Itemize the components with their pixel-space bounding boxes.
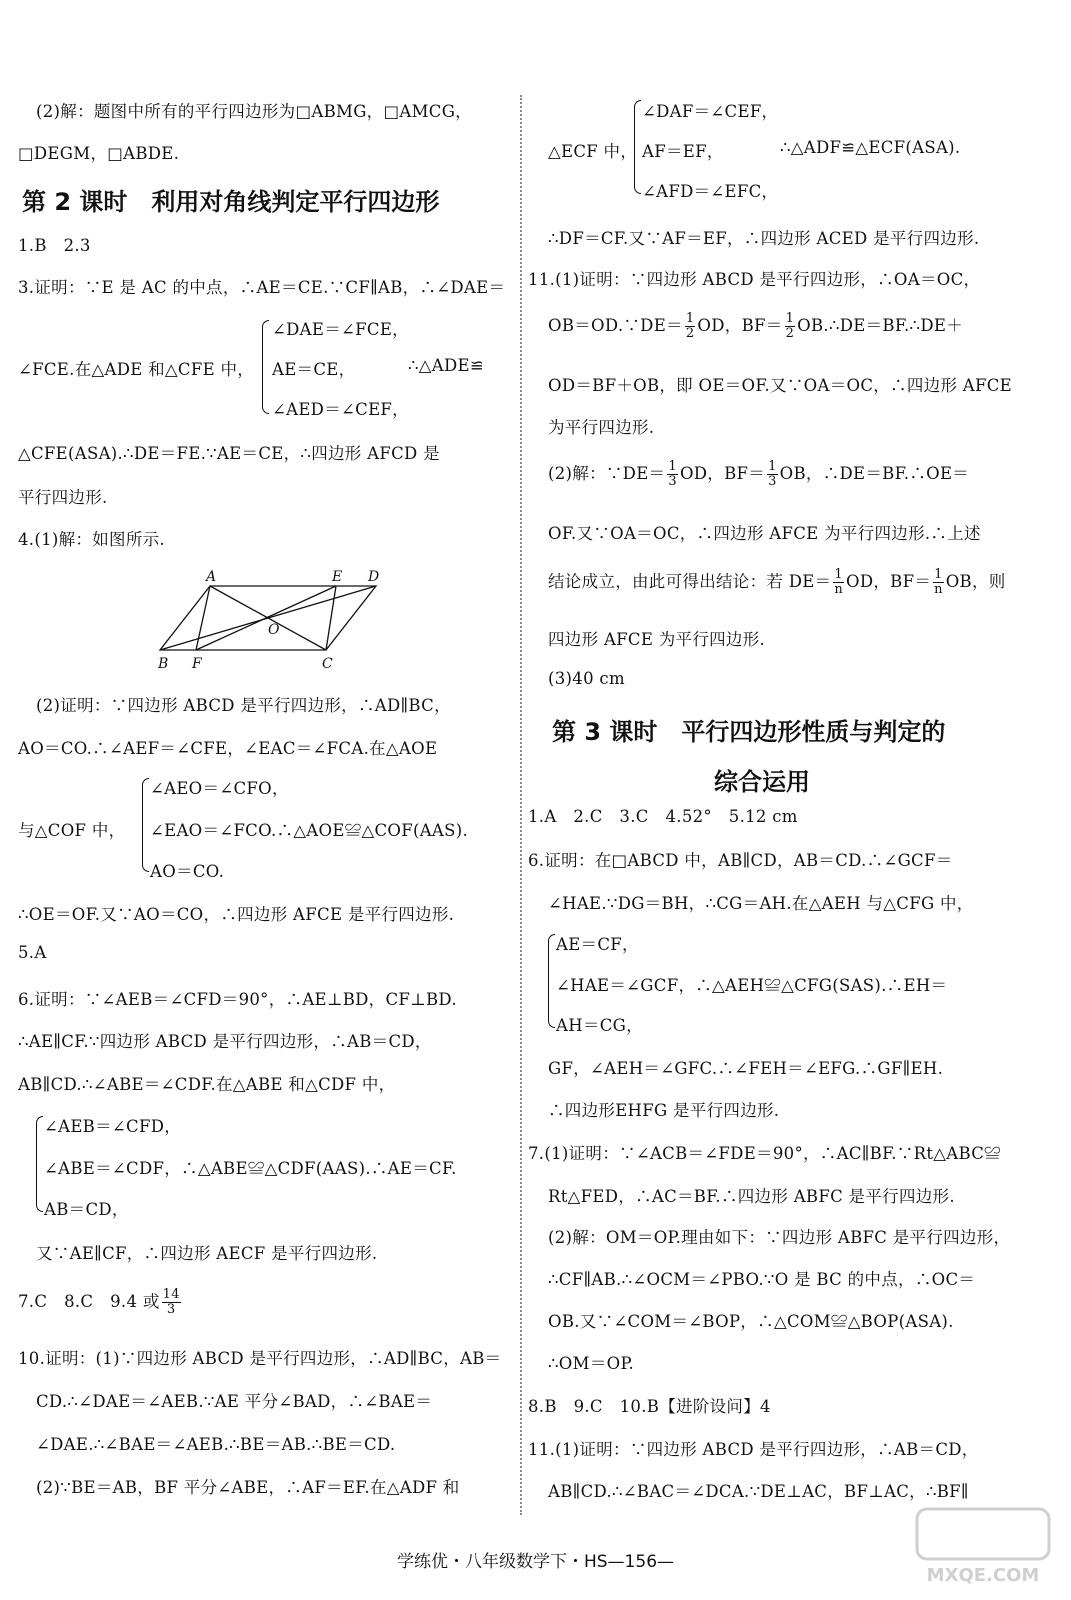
text-segment: (2)解：∵DE＝ xyxy=(548,464,666,483)
denominator: 3 xyxy=(768,474,777,489)
brace-line: AF＝EF， xyxy=(642,142,724,161)
label-e: E xyxy=(332,569,343,585)
text-line: OD＝BF＋OB，即 OE＝OF.又∵OA＝OC，∴四边形 AFCE xyxy=(548,376,1013,395)
text-line: 5.A xyxy=(18,943,47,962)
text-line: 6.证明：在□ABCD 中，AB∥CD，AB＝CD.∴∠GCF＝ xyxy=(528,851,953,870)
parallelogram-figure xyxy=(158,566,398,674)
fraction-third xyxy=(667,460,678,489)
text-line: 1.A 2.C 3.C 4.52° 5.12 cm xyxy=(528,807,798,826)
text-line: 1.B 2.3 xyxy=(18,236,91,255)
numerator: 14 xyxy=(162,1287,180,1302)
text-segment: OB.∴DE＝BF.∴DE＋ xyxy=(797,316,964,335)
text-line: △CFE(ASA).∴DE＝FE.∵AE＝CE，∴四边形 AFCD 是 xyxy=(18,444,440,463)
text-line: ∴△ADF≌△ECF(ASA). xyxy=(780,138,961,157)
brace xyxy=(262,320,269,414)
label-o: O xyxy=(268,622,280,638)
label-c: C xyxy=(322,656,333,672)
brace-line: ∠DAF＝∠CEF， xyxy=(642,102,779,121)
brace-line: ∠AEB＝∠CFD， xyxy=(44,1117,182,1136)
text-line: GF，∠AEH＝∠GFC.∴∠FEH＝∠EFG.∴GF∥EH. xyxy=(548,1059,944,1078)
numerator: 1 xyxy=(668,459,677,474)
column-divider xyxy=(520,95,522,1515)
section-heading: 第 3 课时 平行四边形性质与判定的 xyxy=(552,718,946,746)
brace-line: ∠ABE＝∠CDF，∴△ABE≌△CDF(AAS).∴AE＝CF. xyxy=(44,1159,457,1178)
numerator: 1 xyxy=(785,311,795,326)
brace-line: AH＝CG， xyxy=(556,1016,643,1035)
text-segment: OD，BF＝ xyxy=(679,464,766,483)
text-segment: OB＝OD.∵DE＝ xyxy=(548,316,683,335)
text-line: OF.又∵OA＝OC，∴四边形 AFCE 为平行四边形.∴上述 xyxy=(548,524,981,543)
fraction-n xyxy=(833,568,844,597)
text-line: (2)∵BE＝AB，BF 平分∠ABE，∴AF＝EF.在△ADF 和 xyxy=(36,1478,460,1497)
label-f: F xyxy=(192,656,202,672)
section-heading-cont: 综合运用 xyxy=(714,768,810,796)
brace-line: AB＝CD， xyxy=(44,1200,129,1219)
text-line: 11.(1)证明：∵四边形 ABCD 是平行四边形，∴AB＝CD， xyxy=(528,1440,979,1459)
text-line: (3)40 cm xyxy=(548,669,625,688)
denominator: 3 xyxy=(668,474,677,489)
text-line: 又∵AE∥CF，∴四边形 AECF 是平行四边形. xyxy=(36,1244,378,1263)
numerator: 1 xyxy=(685,311,695,326)
text-line xyxy=(548,460,969,489)
text-line xyxy=(18,1288,183,1317)
text-line: (2)证明：∵四边形 ABCD 是平行四边形，∴AD∥BC， xyxy=(36,696,451,715)
text-line: (2)解：OM＝OP.理由如下：∵四边形 ABFC 是平行四边形， xyxy=(548,1228,1011,1247)
text-line: ∴△ADE≌ xyxy=(408,356,485,375)
text-line: 4.(1)解：如图所示. xyxy=(18,530,165,549)
text-line: 四边形 AFCE 为平行四边形. xyxy=(548,630,766,649)
text-line: 7.(1)证明：∵∠ACB＝∠FDE＝90°，∴AC∥BF.∵Rt△ABC≌ xyxy=(528,1144,1001,1163)
text-line: AB∥CD.∴∠BAC＝∠DCA.∵DE⊥AC，BF⊥AC，∴BF∥ xyxy=(548,1482,969,1501)
watermark-logo xyxy=(913,1505,1053,1590)
text-line: OB.又∵∠COM＝∠BOP，∴△COM≌△BOP(ASA). xyxy=(548,1312,954,1331)
text-line: 6.证明：∵∠AEB＝∠CFD＝90°，∴AE⊥BD，CF⊥BD. xyxy=(18,990,457,1009)
text-line: CD.∴∠DAE＝∠AEB.∵AE 平分∠BAD，∴∠BAE＝ xyxy=(36,1392,433,1411)
fraction xyxy=(162,1288,181,1317)
brace-line: AE＝CE， xyxy=(272,360,356,379)
brace-line: ∠DAE＝∠FCE， xyxy=(272,320,409,339)
text-line: ∴四边形EHFG 是平行四边形. xyxy=(548,1101,780,1120)
segment-fe xyxy=(196,586,336,650)
brace-line: ∠AED＝∠CEF， xyxy=(272,400,409,419)
denominator: 3 xyxy=(166,1302,176,1317)
brace-line: AE＝CF， xyxy=(556,935,639,954)
denominator: n xyxy=(934,582,943,597)
denominator: n xyxy=(834,582,844,597)
segment-ec xyxy=(326,586,336,650)
brace xyxy=(142,778,149,872)
brace-line: ∠EAO＝∠FCO.∴△AOE≌△COF(AAS). xyxy=(150,821,469,840)
text-segment: OB，则 xyxy=(945,572,1006,591)
brace-line: ∠AEO＝∠CFO， xyxy=(150,779,289,798)
page-footer: 学练优・八年级数学下・HS—156— xyxy=(396,1552,675,1572)
fraction-half xyxy=(685,312,696,341)
section-heading: 第 2 课时 利用对角线判定平行四边形 xyxy=(22,188,440,216)
fraction-third xyxy=(767,460,778,489)
text-line xyxy=(548,312,963,341)
numerator: 1 xyxy=(768,459,777,474)
text-line: 10.证明：(1)∵四边形 ABCD 是平行四边形，∴AD∥BC，AB＝ xyxy=(18,1349,502,1368)
text-line: ∴AE∥CF.∵四边形 ABCD 是平行四边形，∴AB＝CD， xyxy=(18,1032,432,1051)
text-segment: OD，BF＝ xyxy=(697,316,783,335)
denominator: 2 xyxy=(685,326,695,341)
text-line: ∠FCE.在△ADE 和△CFE 中， xyxy=(18,360,255,379)
text-line: 为平行四边形. xyxy=(548,418,655,437)
text-line: 3.证明：∵E 是 AC 的中点，∴AE＝CE.∵CF∥AB，∴∠DAE＝ xyxy=(18,278,506,297)
fraction-half xyxy=(785,312,796,341)
label-a: A xyxy=(206,569,217,585)
watermark-text: MXQE.COM xyxy=(926,1565,1040,1586)
denominator: 2 xyxy=(785,326,795,341)
text-line: AO＝CO.∴∠AEF＝∠CFE，∠EAC＝∠FCA.在△AOE xyxy=(18,739,438,758)
text-line: Rt△FED，∴AC＝BF.∴四边形 ABFC 是平行四边形. xyxy=(548,1187,955,1206)
text-line: △ECF 中， xyxy=(548,142,638,161)
text-line: □DEGM，□ABDE. xyxy=(18,144,180,163)
text-line xyxy=(548,568,1006,597)
label-d: D xyxy=(368,569,380,585)
brace-line: ∠AFD＝∠EFC， xyxy=(642,182,779,201)
text-line: 11.(1)证明：∵四边形 ABCD 是平行四边形，∴OA＝OC， xyxy=(528,270,981,289)
label-b: B xyxy=(158,656,169,672)
text-segment: OB，∴DE＝BF.∴OE＝ xyxy=(779,464,970,483)
answers-7-9: 7.C 8.C 9.4 或 xyxy=(18,1292,160,1311)
text-line: ∴OM＝OP. xyxy=(548,1354,635,1373)
numerator: 1 xyxy=(834,567,843,582)
numerator: 1 xyxy=(934,567,943,582)
diagonal-bd xyxy=(160,586,376,650)
text-line: ∴CF∥AB.∴∠OCM＝∠PBO.∵O 是 BC 的中点，∴OC＝ xyxy=(548,1270,976,1289)
text-line: ∠HAE.∵DG＝BH，∴CG＝AH.在△AEH 与△CFG 中， xyxy=(548,894,974,913)
brace xyxy=(548,934,555,1028)
text-line: 与△COF 中， xyxy=(18,821,126,840)
text-segment: 结论成立，由此可得出结论：若 DE＝ xyxy=(548,572,832,591)
fraction-n xyxy=(933,568,944,597)
text-line: (2)解：题图中所有的平行四边形为□ABMG，□AMCG， xyxy=(36,102,472,121)
text-line: 8.B 9.C 10.B【进阶设问】4 xyxy=(528,1397,771,1416)
text-line: ∴DF＝CF.又∵AF＝EF，∴四边形 ACED 是平行四边形. xyxy=(548,229,980,248)
text-line: AB∥CD.∴∠ABE＝∠CDF.在△ABE 和△CDF 中， xyxy=(18,1075,396,1094)
brace xyxy=(36,1116,43,1212)
text-segment: OD，BF＝ xyxy=(846,572,932,591)
brace-line: ∠HAE＝∠GCF，∴△AEH≌△CFG(SAS).∴EH＝ xyxy=(556,976,948,995)
text-line: ∠DAE.∴∠BAE＝∠AEB.∴BE＝AB.∴BE＝CD. xyxy=(36,1435,396,1454)
brace-line: AO＝CO. xyxy=(150,862,225,881)
text-line: ∴OE＝OF.又∵AO＝CO，∴四边形 AFCE 是平行四边形. xyxy=(18,905,455,924)
text-line: 平行四边形. xyxy=(18,488,108,507)
